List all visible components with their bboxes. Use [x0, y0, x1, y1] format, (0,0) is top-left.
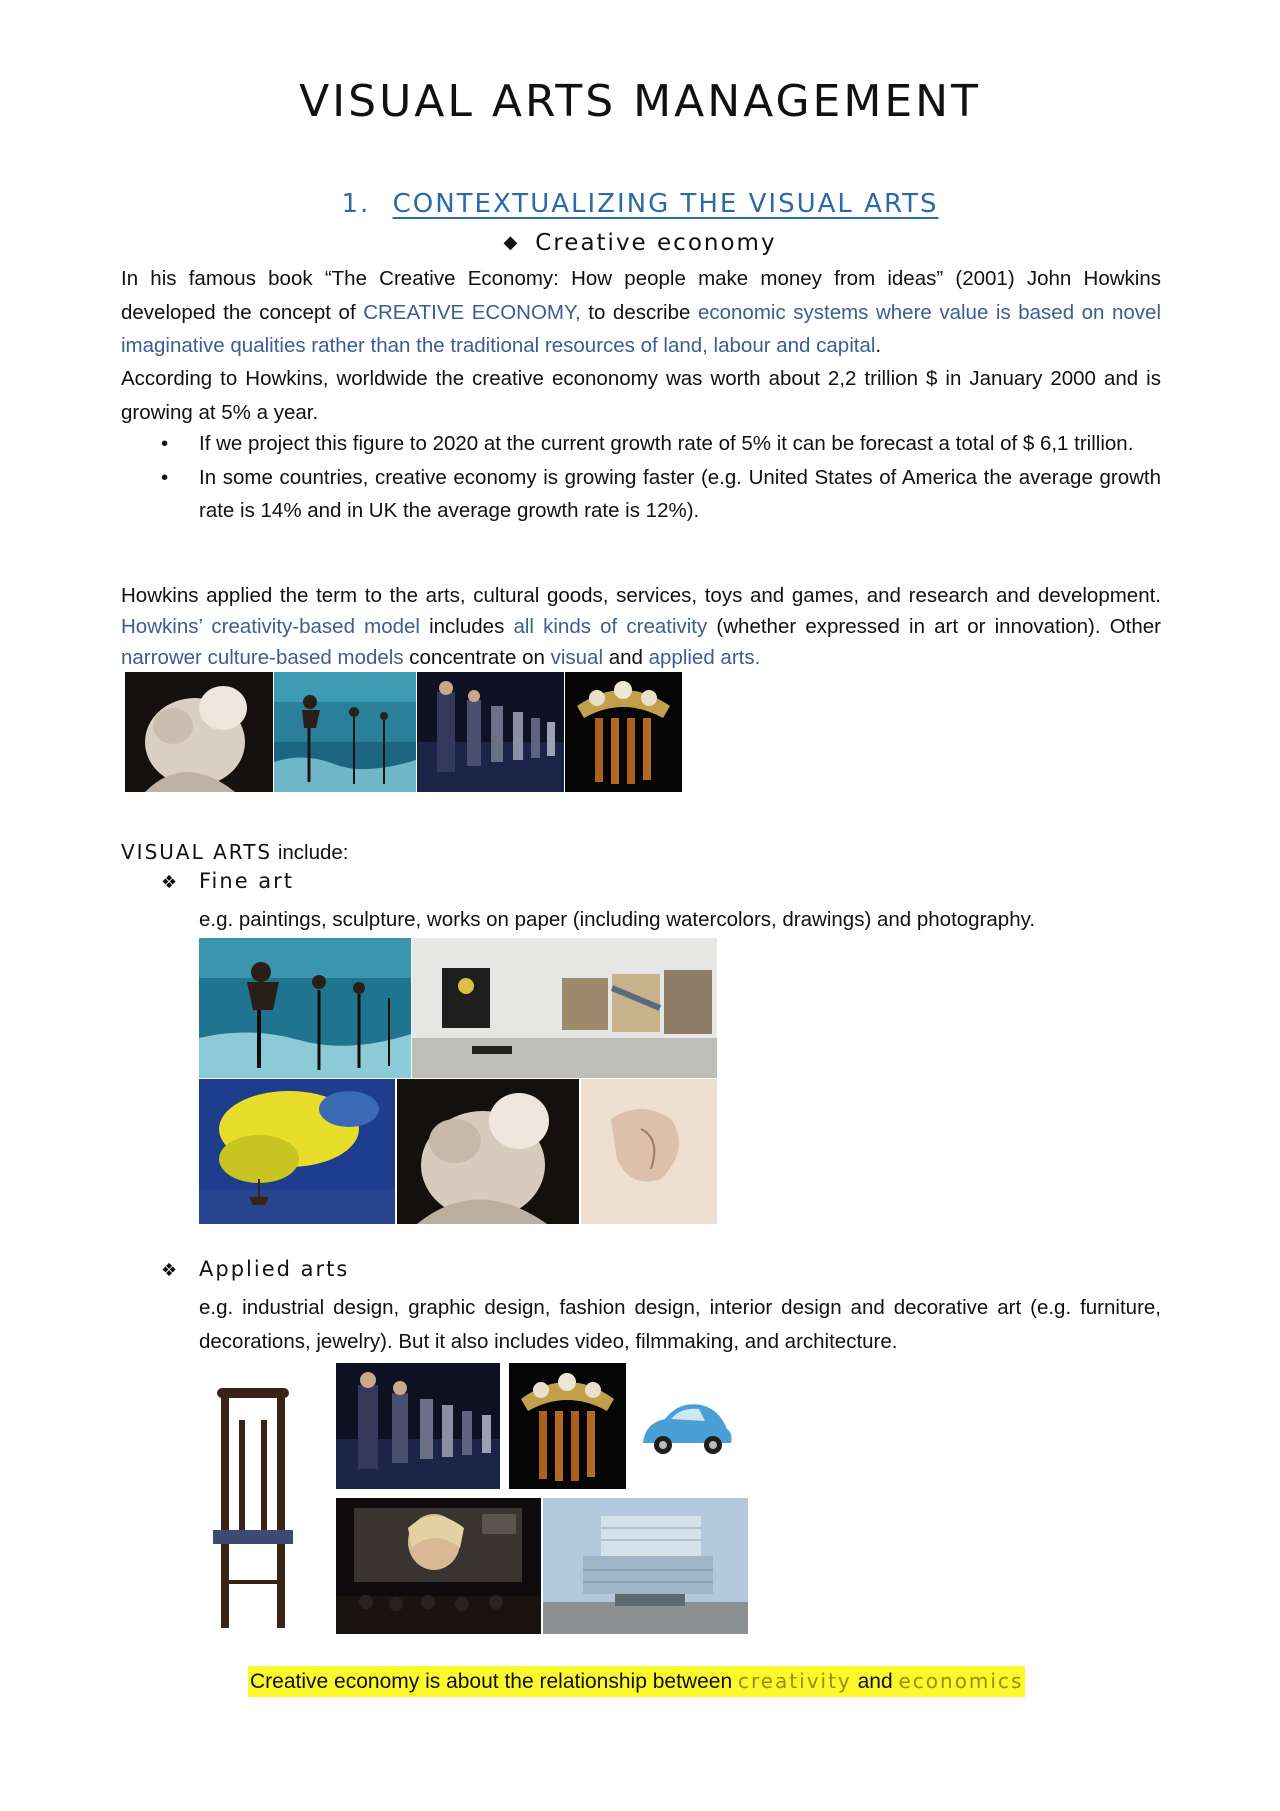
para3-applied-arts: applied arts.: [648, 646, 761, 669]
sculpture-photo-large: [397, 1079, 579, 1224]
bullet-item: • In some countries, creative economy is growing faster (e.g. United States of America the average growth rate is 14% and in UK the average growth rate is 12%).: [121, 461, 1161, 528]
gallery-interior-photo: [412, 938, 717, 1078]
para3-text: Howkins applied the term to the arts, cultural goods, services, toys and games, and research and development.: [121, 584, 1161, 607]
four-diamond-bullet-icon: ❖: [161, 872, 180, 893]
highlight-and: and: [851, 1670, 899, 1693]
modern-architecture-photo: [543, 1498, 748, 1634]
impressionist-painting-photo: [199, 1079, 395, 1224]
applied-arts-heading: [161, 1257, 349, 1281]
page-title: VISUAL ARTS MANAGEMENT: [299, 76, 981, 127]
section-title: CONTEXTUALIZING THE VISUAL ARTS: [392, 189, 939, 219]
highlight-creativity: creativity: [737, 1669, 852, 1693]
cinema-audience-photo: [336, 1498, 541, 1634]
applied-arts-title: Applied arts: [199, 1257, 350, 1281]
para3-all-kinds: all kinds of creativity: [513, 615, 708, 638]
subheading: [0, 230, 1280, 256]
diamond-bullet-icon: ◆: [503, 232, 520, 253]
para3-text-3: (whether expressed in art or innovation). Other: [707, 615, 1161, 638]
highlight-summary: [248, 1666, 1025, 1697]
four-diamond-bullet-icon: ❖: [161, 1260, 180, 1281]
fine-art-description: e.g. paintings, sculpture, works on paper (including watercolors, drawings) and photography.: [199, 908, 1036, 931]
vintage-car-photo: [635, 1393, 738, 1463]
art-nouveau-comb-photo-large: [509, 1363, 626, 1489]
paragraph-howkins-book: [121, 262, 1161, 363]
fashion-runway-photo: [417, 672, 564, 792]
para1-text-2: to describe: [580, 300, 698, 324]
applied-arts-description: e.g. industrial design, graphic design, fashion design, interior design and decorative art (e.g. furniture, decorations, jewelry). But it also includes video, filmmaking, and architecture.: [199, 1296, 1161, 1353]
para3-creativity-model: Howkins’ creativity-based model: [121, 615, 420, 638]
para1-text: In his famous book “The Creative Economy: How people make money from ideas” (2001) John Howkins developed the concept of: [121, 267, 1161, 324]
para3-text-5: and: [603, 646, 649, 669]
sculpture-photo: [125, 672, 273, 792]
para1-creative-economy: CREATIVE ECONOMY,: [363, 300, 581, 324]
fashion-runway-photo-large: [336, 1363, 500, 1489]
paragraph-worth: According to Howkins, worldwide the creative econonomy was worth about 2,2 trillion $ in January 2000 and is growing at 5% a year.: [121, 367, 1161, 424]
subheading-text: Creative economy: [535, 230, 777, 256]
para3-culture-models: narrower culture-based models: [121, 646, 404, 669]
high-back-chair-photo: [199, 1380, 309, 1630]
visual-arts-include: include:: [272, 841, 349, 864]
art-nouveau-comb-photo: [565, 672, 682, 792]
stilt-fishermen-photo: [274, 672, 416, 792]
visual-arts-label: [121, 836, 349, 870]
bullet-item: • If we project this figure to 2020 at the current growth rate of 5% it can be forecast a total of $ 6,1 trillion.: [121, 427, 1161, 461]
para3-visual: visual: [550, 646, 604, 669]
bullet-list: [121, 427, 1161, 528]
stilt-fishermen-photo-large: [199, 938, 411, 1078]
para1-period: .: [875, 334, 882, 357]
visual-arts-caps: VISUAL ARTS: [121, 840, 273, 864]
para3-text-2: includes: [419, 615, 514, 638]
section-heading: [0, 189, 1280, 219]
drawing-on-paper-photo: [581, 1079, 717, 1224]
fine-art-heading: [161, 869, 294, 893]
highlight-text: Creative economy is about the relationship between: [250, 1670, 738, 1693]
highlight-economics: economics: [898, 1669, 1024, 1693]
para3-text-4: concentrate on: [403, 646, 551, 669]
section-number: 1.: [341, 189, 371, 219]
para1-definition: economic systems where value is based on novel imaginative qualities rather than the traditional resources of land, labour and capital: [121, 300, 1162, 357]
paragraph-models: [121, 580, 1161, 673]
fine-art-title: Fine art: [199, 869, 295, 893]
